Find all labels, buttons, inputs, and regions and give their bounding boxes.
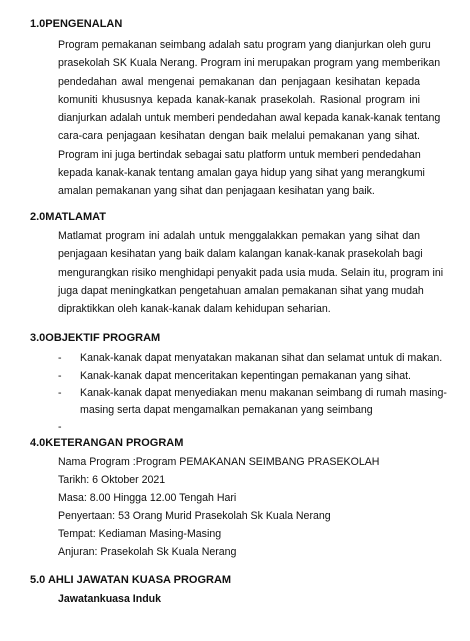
section-heading-keterangan: 4.0KETERANGAN PROGRAM — [30, 437, 184, 449]
detail-line: Tempat: Kediaman Masing-Masing — [58, 528, 222, 540]
text-line: Program pemakanan seimbang adalah satu program yang dianjurkan oleh guru — [58, 39, 431, 51]
text-line: cara-cara penjagaan kesihatan dengan baik melalui pemakanan yang sihat. — [58, 130, 420, 143]
list-item: Kanak-kanak dapat menceritakan kepentingan pemakanan yang sihat. — [80, 370, 411, 382]
text-line: komuniti khususnya kepada kanak-kanak prasekolah. Rasional program ini — [58, 93, 420, 106]
text-line: prasekolah SK Kuala Nerang. Program ini merupakan program yang memberikan — [58, 57, 441, 70]
text-line: penjagaan kesihatan yang baik dalam kalangan kanak-kanak prasekolah bagi — [58, 248, 423, 261]
list-item: Kanak-kanak dapat menyatakan makanan sihat dan selamat untuk di makan. — [80, 352, 443, 364]
text-line: Matlamat program ini adalah untuk menggalakkan pemakan yang sihat dan — [58, 230, 420, 242]
detail-line: Tarikh: 6 Oktober 2021 — [58, 474, 166, 486]
text-line: dipraktikkan oleh kanak-kanak dalam kehidupan seharian. — [58, 303, 331, 316]
subheading-jawatankuasa-induk: Jawatankuasa Induk — [58, 593, 162, 605]
list-dash: - — [58, 387, 62, 399]
section-heading-ajk: 5.0 AHLI JAWATAN KUASA PROGRAM — [30, 574, 232, 586]
text-line: dianjurkan adalah untuk memberi pendedahan awal kepada kanak-kanak tentang — [58, 112, 441, 125]
list-dash: - — [58, 421, 62, 433]
list-dash: - — [58, 370, 62, 382]
text-line: kepada kanak-kanak tentang amalan gaya hidup yang sihat yang merangkumi — [58, 167, 425, 180]
section-heading-matlamat: 2.0MATLAMAT — [30, 211, 106, 223]
paragraph-pengenalan — [58, 38, 441, 203]
text-line: pendedahan awal mengenai pemakanan dan penjagaan kesihatan kepada — [58, 75, 420, 88]
detail-line: Masa: 8.00 Hingga 12.00 Tengah Hari — [58, 492, 237, 504]
detail-line: Nama Program :Program PEMAKANAN SEIMBANG PRASEKOLAH — [58, 456, 380, 468]
list-item-continuation: masing serta dapat mengamalkan pemakanan yang seimbang — [80, 404, 373, 416]
list-item: Kanak-kanak dapat menyediakan menu makanan seimbang di rumah masing- — [80, 387, 447, 399]
text-line: juga dapat meningkatkan pengetahuan amalan pemakanan sihat yang mudah — [58, 284, 424, 297]
list-dash: - — [58, 352, 62, 364]
detail-line: Penyertaan: 53 Orang Murid Prasekolah Sk Kuala Nerang — [58, 510, 331, 522]
detail-line: Anjuran: Prasekolah Sk Kuala Nerang — [58, 546, 237, 558]
text-line: mengurangkan risiko menghidapi penyakit pada usia muda. Selain itu, program ini — [58, 266, 444, 279]
paragraph-matlamat — [58, 229, 444, 320]
section-heading-objektif: 3.0OBJEKTIF PROGRAM — [30, 332, 161, 344]
text-line: amalan pemakanan yang sihat dan penjagaan kesihatan yang baik. — [58, 185, 375, 198]
section-heading-pengenalan: 1.0PENGENALAN — [30, 18, 123, 30]
text-line: Program ini juga bertindak sebagai satu platform untuk memberi pendedahan — [58, 148, 421, 161]
